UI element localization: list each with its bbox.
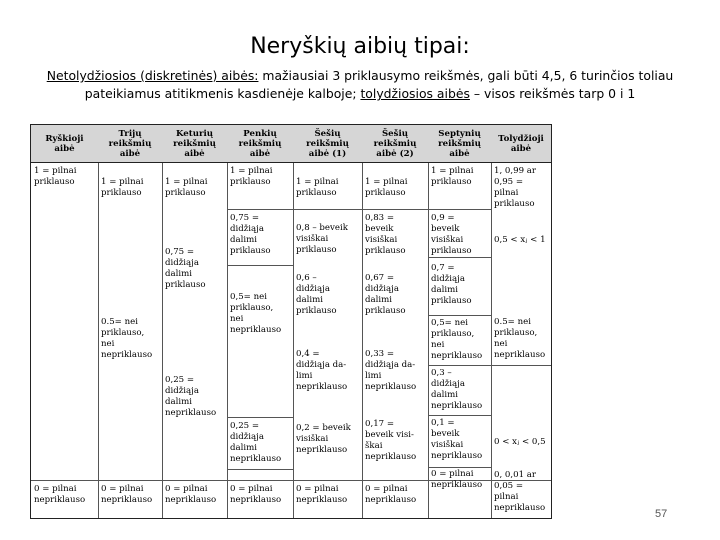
table-cell: 0.5= nei priklauso, nei nepriklauso bbox=[494, 317, 546, 360]
header-continuous-set: Tolydžioji aibė bbox=[491, 125, 551, 163]
table-cell: 0 = pilnai nepriklauso bbox=[101, 484, 153, 505]
subtitle-continuous-desc: – visos reikšmės tarp 0 i 1 bbox=[469, 86, 636, 101]
table-cell: 0,5= nei priklauso, nei nepriklauso bbox=[230, 292, 282, 335]
table-cell: 0,4 = didžiąja da- limi nepriklauso bbox=[296, 349, 348, 392]
table-cell: 0,1 = beveik visiškai nepriklauso bbox=[431, 418, 483, 461]
row-divider bbox=[227, 417, 293, 418]
table-cell: 1 = pilnai priklauso bbox=[296, 177, 339, 198]
header-six-valued-set-1: Šešių reikšmių aibė (1) bbox=[293, 125, 362, 163]
table-cell: 0,5= nei priklauso, nei nepriklauso bbox=[431, 318, 483, 361]
table-cell: 1 = pilnai priklauso bbox=[34, 166, 77, 187]
subtitle-continuous-term: tolydžiosios aibės bbox=[360, 86, 470, 101]
row-divider bbox=[428, 415, 491, 416]
table-cell: 1 = pilnai priklauso bbox=[431, 166, 474, 187]
table-cell: 0 < xⱼ < 0,5 bbox=[494, 437, 546, 447]
table-cell: 0,7 = didžiąja dalimi priklauso bbox=[431, 263, 472, 306]
table-cell: 0 = pilnai nepriklauso bbox=[431, 469, 483, 490]
page-number: 57 bbox=[655, 508, 668, 520]
table-cell: 0.5= nei priklauso, nei nepriklauso bbox=[101, 317, 153, 360]
header-five-valued-set: Penkių reikšmių aibė bbox=[227, 125, 293, 163]
table-cell: 0, 0,01 ar 0,05 = pilnai nepriklauso bbox=[494, 470, 546, 513]
table-cell: 1 = pilnai priklauso bbox=[165, 177, 208, 198]
table-cell: 0 = pilnai nepriklauso bbox=[296, 484, 348, 505]
table-cell: 0 = pilnai nepriklauso bbox=[34, 484, 86, 505]
row-divider bbox=[227, 469, 293, 470]
row-divider bbox=[428, 257, 491, 258]
subtitle-discrete-term: Netolydžiosios (diskretinės) aibės: bbox=[46, 68, 259, 83]
table-cell: 0,67 = didžiąja dalimi priklauso bbox=[365, 273, 406, 316]
table-cell: 0 = pilnai nepriklauso bbox=[165, 484, 217, 505]
header-crisp-set: Ryškioji aibė bbox=[31, 125, 98, 163]
table-cell: 0,3 – didžiąja dalimi nepriklauso bbox=[431, 368, 483, 411]
row-divider bbox=[227, 209, 293, 210]
row-divider bbox=[293, 209, 491, 210]
row-divider bbox=[428, 467, 491, 468]
fuzzy-set-types-table bbox=[30, 124, 552, 519]
table-cell: 1 = pilnai priklauso bbox=[101, 177, 144, 198]
column-divider bbox=[293, 125, 294, 518]
table-cell: 0,33 = didžiąja da- limi nepriklauso bbox=[365, 349, 417, 392]
table-cell: 0 = pilnai nepriklauso bbox=[230, 484, 282, 505]
row-divider bbox=[428, 365, 551, 366]
table-cell: 0,17 = beveik visi- škai nepriklauso bbox=[365, 419, 417, 462]
table-cell: 1, 0,99 ar 0,95 = pilnai priklauso bbox=[494, 166, 537, 209]
table-cell: 0,5 < xⱼ < 1 bbox=[494, 235, 546, 245]
table-cell: 0,25 = didžiąja dalimi nepriklauso bbox=[230, 421, 282, 464]
slide-title: Neryškių aibių tipai: bbox=[250, 34, 470, 59]
table-cell: 0,83 = beveik visiškai priklauso bbox=[365, 213, 406, 256]
column-divider bbox=[491, 125, 492, 518]
table-cell: 1 = pilnai priklauso bbox=[365, 177, 408, 198]
table-cell: 0,75 = didžiąja dalimi priklauso bbox=[165, 247, 206, 290]
table-cell: 1 = pilnai priklauso bbox=[230, 166, 273, 187]
slide-subtitle bbox=[30, 67, 690, 103]
table-cell: 0,2 = beveik visiškai nepriklauso bbox=[296, 423, 351, 455]
column-divider bbox=[227, 125, 228, 518]
header-four-valued-set: Keturių reikšmių aibė bbox=[162, 125, 227, 163]
row-divider bbox=[227, 265, 293, 266]
row-divider bbox=[428, 315, 491, 316]
column-divider bbox=[98, 125, 99, 518]
header-three-valued-set: Trijų reikšmių aibė bbox=[98, 125, 162, 163]
column-divider bbox=[362, 125, 363, 518]
header-seven-valued-set: Septynių reikšmių aibė bbox=[428, 125, 491, 163]
table-cell: 0,25 = didžiąja dalimi nepriklauso bbox=[165, 375, 217, 418]
header-six-valued-set-2: Šešių reikšmių aibė (2) bbox=[362, 125, 428, 163]
column-divider bbox=[162, 125, 163, 518]
table-cell: 0,9 = beveik visiškai priklauso bbox=[431, 213, 472, 256]
table-cell: 0 = pilnai nepriklauso bbox=[365, 484, 417, 505]
table-cell: 0,6 – didžiąja dalimi priklauso bbox=[296, 273, 337, 316]
subtitle-discrete-desc: mažiausiai 3 priklausymo reikšmės, gali būti 4,5, 6 turinčios toliau pateikiamus atitikmenis kasdienėje kalboje; bbox=[84, 68, 674, 101]
table-cell: 0,75 = didžiąja dalimi priklauso bbox=[230, 213, 271, 256]
column-divider bbox=[428, 125, 429, 518]
table-cell: 0,8 – beveik visiškai priklauso bbox=[296, 223, 348, 255]
